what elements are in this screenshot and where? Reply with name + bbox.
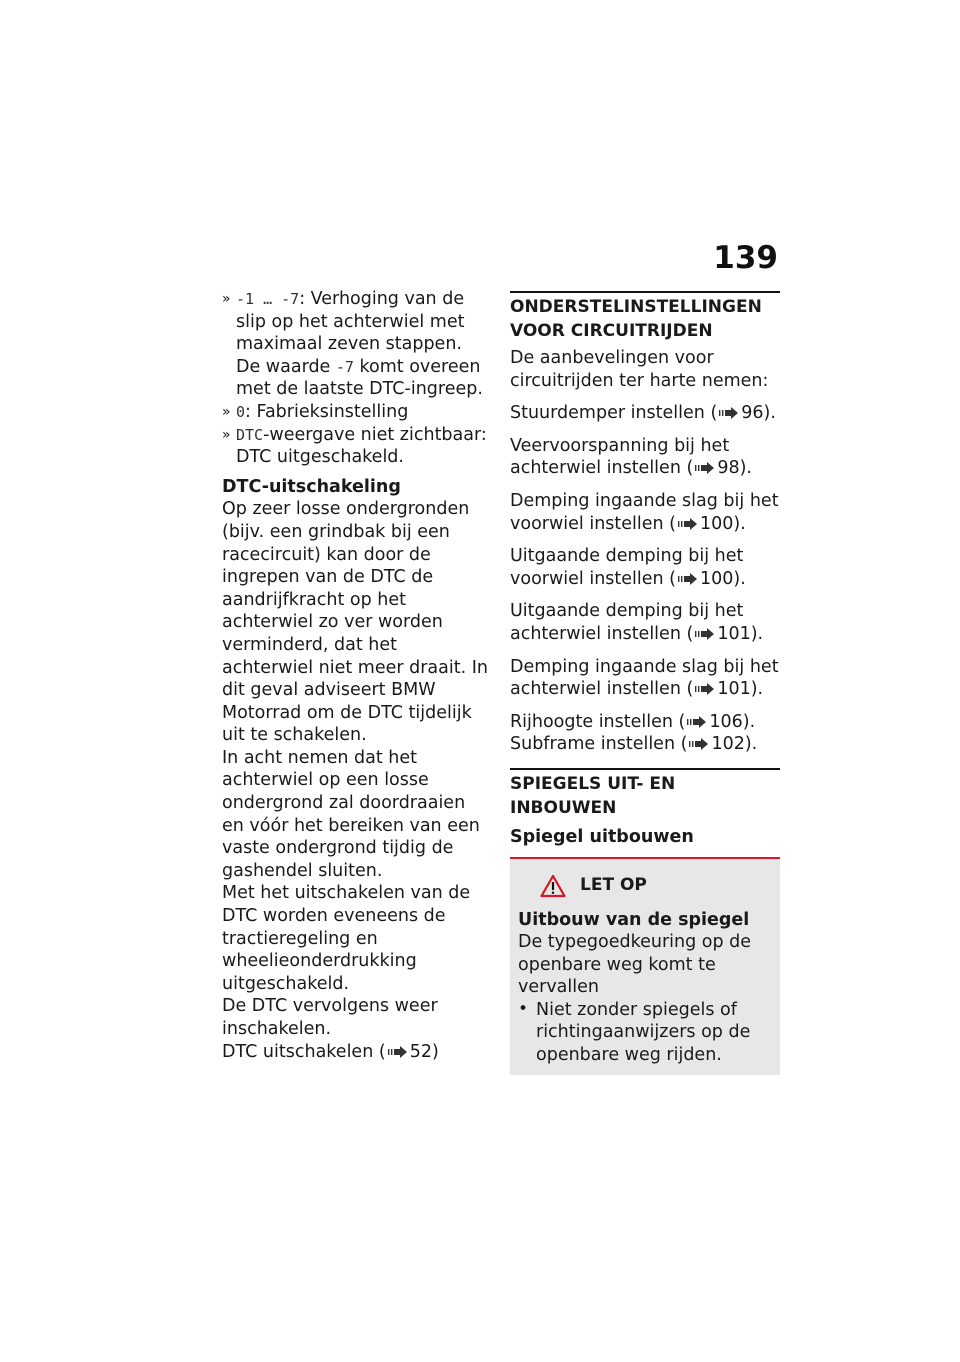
bullet-chevron-icon: » <box>222 426 231 443</box>
list-item-text: -weergave niet zichtbaar: DTC uitgeschakeld. <box>236 424 487 468</box>
paragraph: Met het uitschakelen van de DTC worden eveneens de tractieregeling en wheelieonderdrukking uitgeschakeld. <box>222 883 471 994</box>
page-ref-arrow-icon <box>719 407 739 419</box>
warning-triangle-icon <box>540 874 566 898</box>
subheading: DTC-uitschakeling <box>222 476 401 497</box>
list-item <box>222 401 490 424</box>
list-item <box>222 424 490 469</box>
list-item <box>518 999 772 1067</box>
bullet-dot-icon: • <box>518 998 529 1019</box>
notice-header <box>518 869 772 903</box>
page-ref-arrow-icon <box>388 1046 408 1058</box>
list-item-text: : Fabrieksinstelling <box>245 401 409 422</box>
caution-notice <box>510 857 780 1075</box>
page-ref-arrow-icon <box>687 716 707 728</box>
list-item-text: komt overeen met de laatste DTC-ingreep. <box>236 356 483 400</box>
page-ref-arrow-icon <box>695 462 715 474</box>
display-code: DTC <box>236 425 264 444</box>
page-reference[interactable]: Rijhoogte instellen ( 106). <box>510 711 756 732</box>
list-item <box>222 288 490 401</box>
page-ref-arrow-icon <box>695 683 715 695</box>
list-item-text: Niet zonder spiegels of richtingaanwijzers op de openbare weg rijden. <box>536 999 751 1066</box>
page-reference[interactable]: Uitgaande demping bij het voorwiel instellen ( 100). <box>510 546 746 589</box>
display-code: 0 <box>236 402 246 421</box>
page-reference[interactable]: DTC uitschakelen ( 52) <box>222 1041 439 1062</box>
page-reference[interactable]: Demping ingaande slag bij het achterwiel instellen ( 101). <box>510 656 779 700</box>
page-reference[interactable]: Demping ingaande slag bij het voorwiel instellen ( 100). <box>510 490 779 534</box>
page-ref-arrow-icon <box>678 518 698 530</box>
section-title: SPIEGELS UIT- EN INBOUWEN <box>510 773 676 818</box>
notice-title: LET OP <box>580 875 647 896</box>
display-code: -7 <box>335 357 354 376</box>
paragraph: Op zeer losse ondergronden (bijv. een grindbak bij een racecircuit) kan door de ingrepen van de DTC de aandrijfkracht op het achterwiel zo ver worden verminderd, dat het achterwiel niet meer draait. In dit geval adviseert BMW Motorrad om de DTC tijdelijk uit te schakelen. <box>222 499 488 746</box>
paragraph: De aanbevelingen voor circuitrijden ter harte nemen: <box>510 348 769 391</box>
page-reference[interactable]: Subframe instellen ( 102). <box>510 734 758 755</box>
page-ref-arrow-icon <box>695 628 715 640</box>
page-reference[interactable]: Uitgaande demping bij het achterwiel instellen ( 101). <box>510 601 764 644</box>
paragraph: De DTC vervolgens weer inschakelen. <box>222 996 438 1039</box>
notice-text: De typegoedkeuring op de openbare weg komt te vervallen <box>518 932 752 998</box>
right-column <box>510 291 780 1075</box>
page-reference[interactable]: Veervoorspanning bij het achterwiel instellen ( 98). <box>510 435 752 479</box>
subheading: Spiegel uitbouwen <box>510 826 694 847</box>
paragraph: In acht nemen dat het achterwiel op een losse ondergrond zal doordraaien en vóór het bereiken van een vaste ondergrond tijdig de gashendel sluiten. <box>222 747 480 881</box>
page-ref-arrow-icon <box>678 573 698 585</box>
left-column <box>222 288 490 1063</box>
page-reference[interactable]: Stuurdemper instellen ( 96). <box>510 403 776 424</box>
notice-subtitle: Uitbouw van de spiegel <box>518 909 750 930</box>
page-ref-arrow-icon <box>689 738 709 750</box>
bullet-chevron-icon: » <box>222 403 231 420</box>
display-code: -1 … -7 <box>236 290 300 308</box>
page-number: 139 <box>713 240 778 276</box>
bullet-chevron-icon: » <box>222 291 231 307</box>
list-item-text: : Verhoging van de slip op het achterwiel met maximaal zeven stappen. De waarde <box>236 289 465 377</box>
section-title: ONDERSTELINSTELLINGEN VOOR CIRCUITRIJDEN <box>510 297 762 341</box>
